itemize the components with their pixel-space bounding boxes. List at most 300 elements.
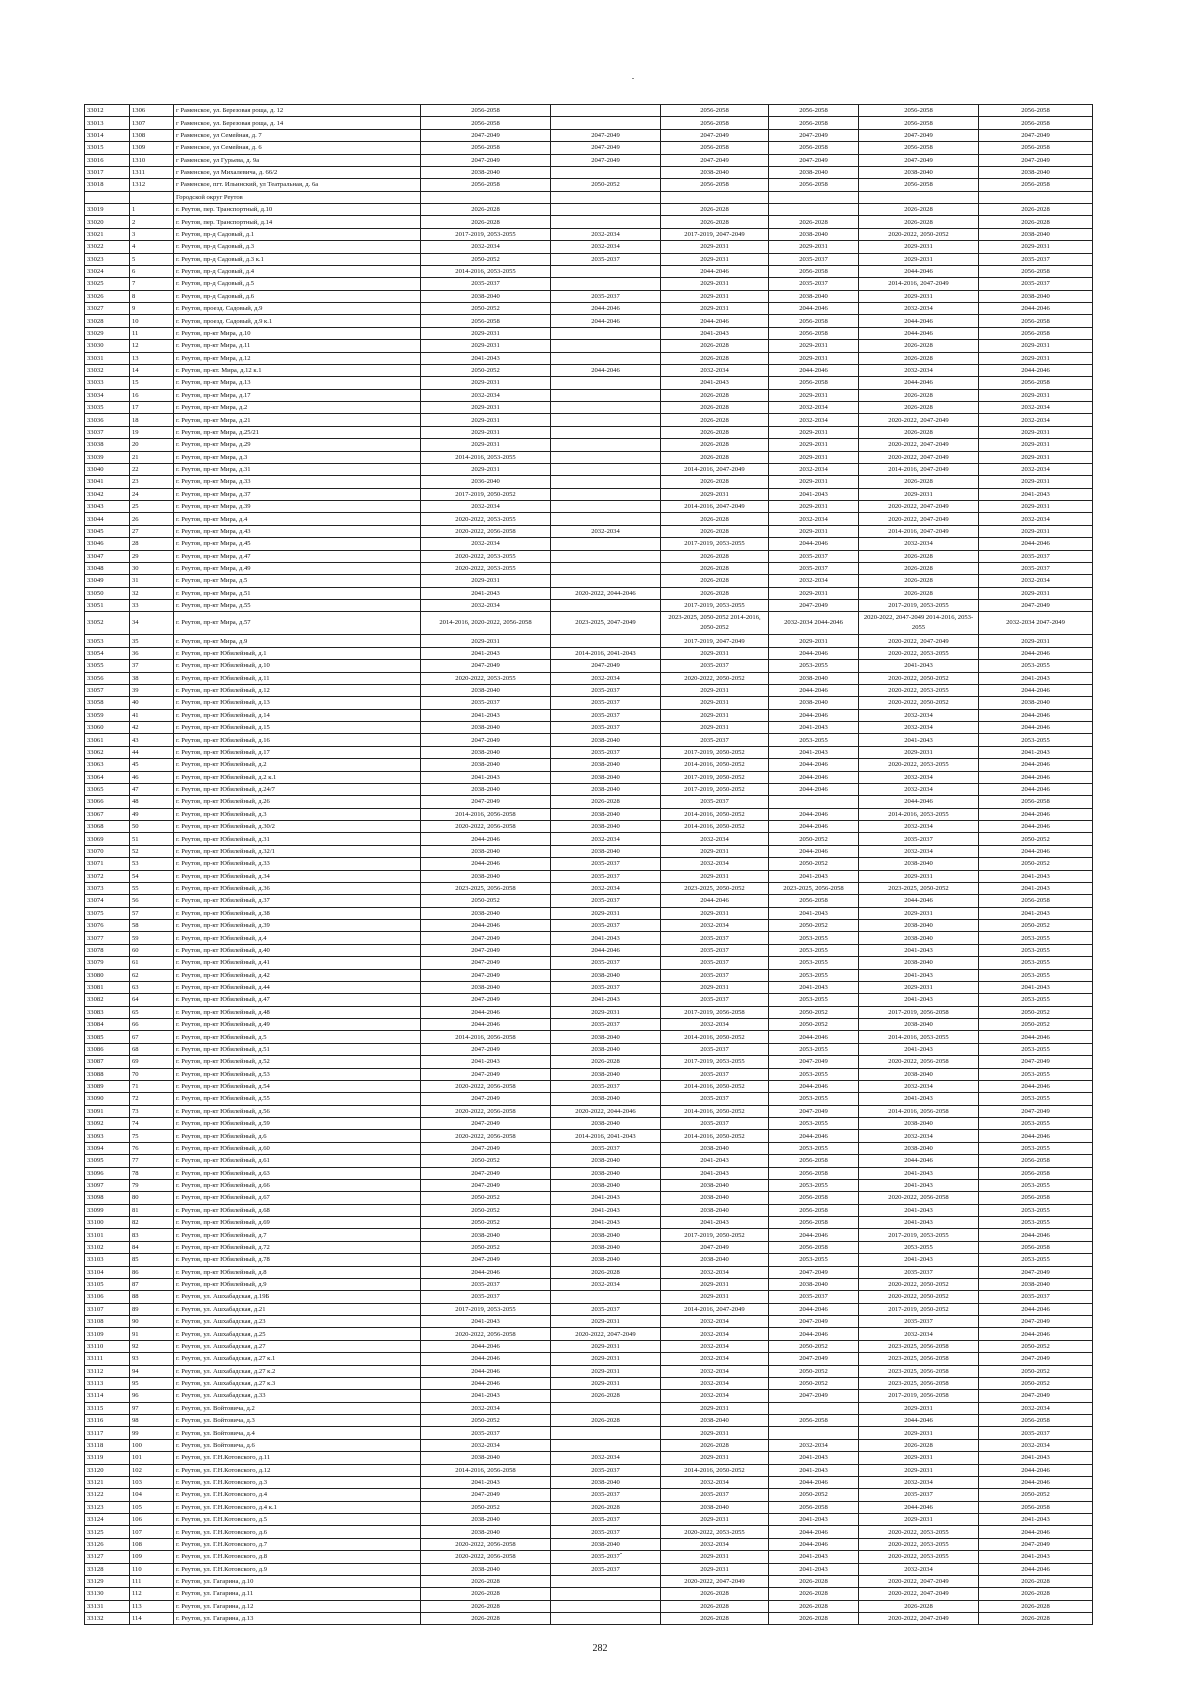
row-number-cell: 33124 <box>85 1514 130 1526</box>
period-5-cell: 2020-2022, 2050-2052 <box>859 1278 979 1290</box>
period-6-cell: 2044-2046 <box>979 647 1093 659</box>
period-1-cell: 2020-2022, 2053-2055 <box>421 550 551 562</box>
period-6-cell: 2041-2043 <box>979 1452 1093 1464</box>
table-row <box>85 1229 1093 1241</box>
period-3-cell: 2029-2031 <box>661 488 769 500</box>
row-number-cell: 33078 <box>85 944 130 956</box>
row-number-cell: 33122 <box>85 1489 130 1501</box>
row-number-cell: 33015 <box>85 142 130 154</box>
period-6-cell: 2047-2049 <box>979 1056 1093 1068</box>
period-5-cell: 2020-2022, 2047-2049 <box>859 1588 979 1600</box>
period-3-cell: 2047-2049 <box>661 154 769 166</box>
period-2-cell <box>551 1588 661 1600</box>
period-5-cell: 2023-2025, 2056-2058 <box>859 1353 979 1365</box>
row-number-cell: 33127 <box>85 1551 130 1563</box>
row-number-cell: 33105 <box>85 1278 130 1290</box>
table-row <box>85 204 1093 216</box>
table-row <box>85 734 1093 746</box>
table-row <box>85 1501 1093 1513</box>
period-3-cell: 2029-2031 <box>661 1452 769 1464</box>
period-5-cell: 2014-2016, 2053-2055 <box>859 1031 979 1043</box>
period-4-cell: 2038-2040 <box>769 697 859 709</box>
period-5-cell: 2047-2049 <box>859 154 979 166</box>
period-2-cell: 2035-2037 <box>551 870 661 882</box>
period-1-cell: 2038-2040 <box>421 166 551 178</box>
house-number-cell: 6 <box>130 265 174 277</box>
period-1-cell: 2020-2022, 2056-2058 <box>421 525 551 537</box>
table-row <box>85 1043 1093 1055</box>
address-cell: г. Реутов, пр-кт Юбилейный, д.44 <box>174 981 421 993</box>
period-1-cell: 2050-2052 <box>421 253 551 265</box>
period-6-cell: 2029-2031 <box>979 635 1093 647</box>
address-cell: г. Реутов, пр-кт Юбилейный, д.33 <box>174 858 421 870</box>
period-1-cell: 2017-2019, 2053-2055 <box>421 1303 551 1315</box>
table-row <box>85 1340 1093 1352</box>
period-5-cell: 2017-2019, 2053-2055 <box>859 1229 979 1241</box>
period-4-cell: 2053-2055 <box>769 969 859 981</box>
period-4-cell <box>769 1402 859 1414</box>
period-6-cell: 2056-2058 <box>979 105 1093 117</box>
period-3-cell: 2029-2031 <box>661 1427 769 1439</box>
period-5-cell: 2020-2022, 2053-2055 <box>859 1538 979 1550</box>
period-5-cell: 2029-2031 <box>859 870 979 882</box>
period-6-cell: 2035-2037 <box>979 550 1093 562</box>
scan-speck <box>620 1553 622 1554</box>
row-number-cell: 33129 <box>85 1575 130 1587</box>
address-cell: г. Реутов, пр-кт Мира, д.17 <box>174 389 421 401</box>
table-row <box>85 352 1093 364</box>
period-1-cell: 2035-2037 <box>421 1427 551 1439</box>
house-number-cell: 38 <box>130 672 174 684</box>
house-number-cell: 48 <box>130 796 174 808</box>
period-6-cell: 2056-2058 <box>979 142 1093 154</box>
period-3-cell: 2029-2031 <box>661 1278 769 1290</box>
house-number-cell: 66 <box>130 1019 174 1031</box>
table-row <box>85 1452 1093 1464</box>
period-3-cell: 2038-2040 <box>661 1179 769 1191</box>
period-4-cell: 2047-2049 <box>769 600 859 612</box>
period-2-cell: 2035-2037 <box>551 1563 661 1575</box>
period-5-cell: 2026-2028 <box>859 216 979 228</box>
period-2-cell: 2038-2040 <box>551 1476 661 1488</box>
period-2-cell: 2047-2049 <box>551 142 661 154</box>
period-2-cell: 2020-2022, 2044-2046 <box>551 587 661 599</box>
table-row <box>85 587 1093 599</box>
period-3-cell: 2032-2034 <box>661 1316 769 1328</box>
house-number-cell: 86 <box>130 1266 174 1278</box>
house-number-cell: 4 <box>130 241 174 253</box>
house-number-cell: 89 <box>130 1303 174 1315</box>
address-cell: г. Реутов, ул. Гагарина, д.13 <box>174 1613 421 1625</box>
period-5-cell: 2038-2040 <box>859 1142 979 1154</box>
period-1-cell: 2029-2031 <box>421 402 551 414</box>
period-1-cell: 2041-2043 <box>421 1056 551 1068</box>
house-number-cell: 104 <box>130 1489 174 1501</box>
period-5-cell: 2044-2046 <box>859 1501 979 1513</box>
house-number-cell: 67 <box>130 1031 174 1043</box>
period-1-cell: 2050-2052 <box>421 1204 551 1216</box>
house-number-cell: 7 <box>130 278 174 290</box>
period-6-cell: 2047-2049 <box>979 1353 1093 1365</box>
period-3-cell: 2014-2016, 2050-2052 <box>661 808 769 820</box>
period-3-cell: 2029-2031 <box>661 697 769 709</box>
period-3-cell: 2017-2019, 2047-2049 <box>661 635 769 647</box>
house-number-cell: 17 <box>130 402 174 414</box>
table-row <box>85 1204 1093 1216</box>
house-number-cell: 93 <box>130 1353 174 1365</box>
row-number-cell: 33057 <box>85 684 130 696</box>
row-number-cell: 33076 <box>85 920 130 932</box>
period-6-cell: 2041-2043 <box>979 672 1093 684</box>
house-number-cell: 88 <box>130 1291 174 1303</box>
period-3-cell: 2029-2031 <box>661 981 769 993</box>
period-3-cell: 2038-2040 <box>661 1192 769 1204</box>
address-cell: г. Реутов, ул. Ашхабадская, д.21 <box>174 1303 421 1315</box>
period-4-cell: 2035-2037 <box>769 278 859 290</box>
period-1-cell: 2044-2046 <box>421 1266 551 1278</box>
period-2-cell <box>551 463 661 475</box>
address-cell: г. Реутов, пр-кт Юбилейный, д.36 <box>174 882 421 894</box>
period-4-cell: 2032-2034 <box>769 575 859 587</box>
house-number-cell: 13 <box>130 352 174 364</box>
period-2-cell: 2023-2025, 2047-2049 <box>551 612 661 635</box>
period-3-cell: 2035-2037 <box>661 660 769 672</box>
period-4-cell: 2050-2052 <box>769 858 859 870</box>
period-4-cell: 2044-2046 <box>769 808 859 820</box>
period-6-cell: 2056-2058 <box>979 265 1093 277</box>
period-6-cell: 2053-2055 <box>979 1179 1093 1191</box>
table-row <box>85 796 1093 808</box>
address-cell: г. Реутов, пр-кт Юбилейный, д.69 <box>174 1217 421 1229</box>
period-3-cell: 2044-2046 <box>661 895 769 907</box>
period-5-cell: 2038-2040 <box>859 920 979 932</box>
period-4-cell <box>769 204 859 216</box>
period-6-cell: 2041-2043 <box>979 1514 1093 1526</box>
period-2-cell: 2026-2028 <box>551 1390 661 1402</box>
period-4-cell: 2044-2046 <box>769 1476 859 1488</box>
period-6-cell: 2047-2049 <box>979 600 1093 612</box>
address-cell: г. Реутов, пр-кт Юбилейный, д.38 <box>174 907 421 919</box>
period-1-cell: 2050-2052 <box>421 1415 551 1427</box>
period-4-cell: 2026-2028 <box>769 216 859 228</box>
row-number-cell: 33079 <box>85 957 130 969</box>
period-1-cell: 2014-2016, 2020-2022, 2056-2058 <box>421 612 551 635</box>
address-cell: г. Реутов, ул. Г.Н.Котовского, д.4 к.1 <box>174 1501 421 1513</box>
period-1-cell: 2038-2040 <box>421 1563 551 1575</box>
period-3-cell: 2017-2019, 2050-2052 <box>661 746 769 758</box>
address-cell: г. Реутов, пр-кт Юбилейный, д.14 <box>174 709 421 721</box>
row-number-cell: 33077 <box>85 932 130 944</box>
period-3-cell: 2017-2019, 2050-2052 <box>661 771 769 783</box>
period-1-cell: 2035-2037 <box>421 1291 551 1303</box>
period-5-cell: 2023-2025, 2050-2052 <box>859 882 979 894</box>
address-cell: г. Реутов, проезд. Садовый, д.9 к.1 <box>174 315 421 327</box>
house-number-cell: 112 <box>130 1588 174 1600</box>
period-2-cell <box>551 117 661 129</box>
table-row <box>85 1291 1093 1303</box>
period-2-cell: 2032-2034 <box>551 228 661 240</box>
period-3-cell: 2029-2031 <box>661 709 769 721</box>
row-number-cell: 33014 <box>85 129 130 141</box>
period-5-cell: 2035-2037 <box>859 1489 979 1501</box>
period-2-cell: 2029-2031 <box>551 1340 661 1352</box>
period-1-cell: 2020-2022, 2056-2058 <box>421 1105 551 1117</box>
period-2-cell: 2035-2037 <box>551 290 661 302</box>
period-6-cell: 2056-2058 <box>979 377 1093 389</box>
period-4-cell: 2056-2058 <box>769 179 859 191</box>
period-3-cell: 2044-2046 <box>661 315 769 327</box>
period-2-cell: 2029-2031 <box>551 1316 661 1328</box>
period-6-cell: 2044-2046 <box>979 1464 1093 1476</box>
row-number-cell: 33034 <box>85 389 130 401</box>
period-2-cell: 2035-2037 <box>551 920 661 932</box>
period-4-cell: 2053-2055 <box>769 1142 859 1154</box>
period-1-cell: 2047-2049 <box>421 1142 551 1154</box>
period-6-cell: 2050-2052 <box>979 1365 1093 1377</box>
address-cell: г. Реутов, пр-кт Юбилейный, д.9 <box>174 1278 421 1290</box>
address-cell: г. Реутов, пр-кт Юбилейный, д.54 <box>174 1080 421 1092</box>
house-number-cell: 59 <box>130 932 174 944</box>
period-5-cell: 2032-2034 <box>859 1563 979 1575</box>
period-5-cell: 2038-2040 <box>859 858 979 870</box>
address-cell: г. Реутов, ул. Г.Н.Котовского, д.12 <box>174 1464 421 1476</box>
house-number-cell: 31 <box>130 575 174 587</box>
period-1-cell: 2032-2034 <box>421 241 551 253</box>
table-row <box>85 154 1093 166</box>
table-row <box>85 1130 1093 1142</box>
period-5-cell: 2032-2034 <box>859 364 979 376</box>
period-6-cell: 2053-2055 <box>979 1043 1093 1055</box>
period-5-cell: 2041-2043 <box>859 734 979 746</box>
period-5-cell: 2038-2040 <box>859 166 979 178</box>
period-6-cell: 2056-2058 <box>979 1415 1093 1427</box>
period-4-cell: 2032-2034 <box>769 414 859 426</box>
row-number-cell: 33063 <box>85 759 130 771</box>
house-number-cell: 106 <box>130 1514 174 1526</box>
house-number-cell: 53 <box>130 858 174 870</box>
row-number-cell: 33088 <box>85 1068 130 1080</box>
period-5-cell: 2044-2046 <box>859 895 979 907</box>
period-6-cell: 2032-2034 <box>979 513 1093 525</box>
house-number-cell: 64 <box>130 994 174 1006</box>
table-row <box>85 1328 1093 1340</box>
table-row <box>85 538 1093 550</box>
table-row <box>85 142 1093 154</box>
row-number-cell: 33072 <box>85 870 130 882</box>
period-4-cell: 2056-2058 <box>769 142 859 154</box>
period-6-cell: 2041-2043 <box>979 870 1093 882</box>
period-2-cell: 2032-2034 <box>551 672 661 684</box>
period-1-cell: 2029-2031 <box>421 327 551 339</box>
house-number-cell: 16 <box>130 389 174 401</box>
row-number-cell: 33060 <box>85 722 130 734</box>
address-cell: г. Реутов, пр-кт Юбилейный, д.1 <box>174 647 421 659</box>
period-2-cell: 2029-2031 <box>551 907 661 919</box>
address-cell: г. Реутов, ул. Ашхабадская, д.25 <box>174 1328 421 1340</box>
period-3-cell: 2026-2028 <box>661 204 769 216</box>
period-3-cell: 2026-2028 <box>661 352 769 364</box>
address-cell: г. Реутов, пр-кт Юбилейный, д.53 <box>174 1068 421 1080</box>
address-cell: г. Реутов, ул. Ашхабадская, д.27 к.1 <box>174 1353 421 1365</box>
table-body <box>85 105 1093 1625</box>
period-2-cell: 2035-2037 <box>551 1464 661 1476</box>
row-number-cell: 33099 <box>85 1204 130 1216</box>
row-number-cell: 33046 <box>85 538 130 550</box>
house-number-cell: 57 <box>130 907 174 919</box>
address-cell: г. Реутов, ул. Войтовича, д.2 <box>174 1402 421 1414</box>
row-number-cell: 33069 <box>85 833 130 845</box>
address-cell: г. Реутов, пр-кт Юбилейный, д.24/7 <box>174 783 421 795</box>
period-4-cell: 2050-2052 <box>769 1006 859 1018</box>
house-number-cell: 63 <box>130 981 174 993</box>
period-6-cell: 2044-2046 <box>979 808 1093 820</box>
row-number-cell: 33039 <box>85 451 130 463</box>
period-6-cell: 2035-2037 <box>979 562 1093 574</box>
period-2-cell: 2044-2046 <box>551 315 661 327</box>
page-number: 282 <box>592 1643 608 1654</box>
period-1-cell: 2032-2034 <box>421 1402 551 1414</box>
period-2-cell <box>551 488 661 500</box>
address-cell: г. Реутов, пр-кт Юбилейный, д.31 <box>174 833 421 845</box>
table-row <box>85 228 1093 240</box>
period-5-cell: 2041-2043 <box>859 1204 979 1216</box>
house-number-cell: 69 <box>130 1056 174 1068</box>
period-4-cell: 2044-2046 <box>769 1328 859 1340</box>
period-3-cell: 2032-2034 <box>661 833 769 845</box>
address-cell: г. Реутов, пр-кт Юбилейный, д.17 <box>174 746 421 758</box>
house-number-cell: 41 <box>130 709 174 721</box>
row-number-cell: 33118 <box>85 1439 130 1451</box>
period-6-cell: 2044-2046 <box>979 771 1093 783</box>
house-number-cell: 91 <box>130 1328 174 1340</box>
period-3-cell: 2038-2040 <box>661 1254 769 1266</box>
period-4-cell: 2026-2028 <box>769 1600 859 1612</box>
period-2-cell: 2044-2046 <box>551 364 661 376</box>
period-6-cell: 2029-2031 <box>979 340 1093 352</box>
row-number-cell: 33115 <box>85 1402 130 1414</box>
period-1-cell: 2056-2058 <box>421 117 551 129</box>
period-3-cell: 2032-2034 <box>661 858 769 870</box>
period-4-cell: 2056-2058 <box>769 117 859 129</box>
period-2-cell: 2035-2037 <box>551 709 661 721</box>
address-cell: г. Реутов, ул. Гагарина, д.12 <box>174 1600 421 1612</box>
house-number-cell: 65 <box>130 1006 174 1018</box>
period-5-cell: 2026-2028 <box>859 476 979 488</box>
period-4-cell: 2026-2028 <box>769 1575 859 1587</box>
period-6-cell: 2044-2046 <box>979 1229 1093 1241</box>
house-number-cell: 94 <box>130 1365 174 1377</box>
period-6-cell: 2053-2055 <box>979 1068 1093 1080</box>
house-number-cell: 107 <box>130 1526 174 1538</box>
period-5-cell: 2020-2022, 2056-2058 <box>859 1192 979 1204</box>
period-1-cell: 2050-2052 <box>421 364 551 376</box>
house-number-cell: 46 <box>130 771 174 783</box>
period-1-cell: 2038-2040 <box>421 1514 551 1526</box>
period-3-cell: 2020-2022, 2047-2049 <box>661 1575 769 1587</box>
period-2-cell <box>551 352 661 364</box>
period-3-cell: 2035-2037 <box>661 969 769 981</box>
period-6-cell: 2029-2031 <box>979 352 1093 364</box>
period-5-cell: 2029-2031 <box>859 1452 979 1464</box>
period-4-cell: 2041-2043 <box>769 1551 859 1563</box>
period-4-cell: 2032-2034 2044-2046 <box>769 612 859 635</box>
period-5-cell: 2029-2031 <box>859 253 979 265</box>
period-6-cell: 2053-2055 <box>979 1204 1093 1216</box>
period-6-cell: 2053-2055 <box>979 957 1093 969</box>
period-3-cell: 2032-2034 <box>661 1377 769 1389</box>
period-4-cell: 2047-2049 <box>769 1316 859 1328</box>
address-cell: г. Реутов, пр-кт Юбилейный, д.48 <box>174 1006 421 1018</box>
period-3-cell: 2023-2025, 2050-2052 2014-2016, 2050-2052 <box>661 612 769 635</box>
address-cell: г. Реутов, пр-кт Юбилейный, д.56 <box>174 1105 421 1117</box>
address-cell: г. Реутов, ул. Ашхабадская, д.27 к.3 <box>174 1377 421 1389</box>
period-2-cell <box>551 216 661 228</box>
period-1-cell: 2029-2031 <box>421 575 551 587</box>
house-number-cell: 1309 <box>130 142 174 154</box>
table-row <box>85 1476 1093 1488</box>
period-4-cell: 2026-2028 <box>769 1613 859 1625</box>
period-3-cell <box>661 191 769 203</box>
address-cell: г. Реутов, проезд. Садовый, д.9 <box>174 303 421 315</box>
address-cell: г. Реутов, пр-кт Юбилейный, д.60 <box>174 1142 421 1154</box>
period-3-cell: 2032-2034 <box>661 1476 769 1488</box>
house-number-cell: 77 <box>130 1155 174 1167</box>
period-4-cell: 2044-2046 <box>769 647 859 659</box>
period-1-cell: 2038-2040 <box>421 759 551 771</box>
period-3-cell: 2038-2040 <box>661 1501 769 1513</box>
period-1-cell: 2050-2052 <box>421 1192 551 1204</box>
period-3-cell: 2032-2034 <box>661 1266 769 1278</box>
period-2-cell <box>551 1600 661 1612</box>
period-4-cell: 2056-2058 <box>769 1192 859 1204</box>
row-number-cell: 33094 <box>85 1142 130 1154</box>
row-number-cell: 33132 <box>85 1613 130 1625</box>
period-3-cell: 2032-2034 <box>661 920 769 932</box>
period-5-cell: 2032-2034 <box>859 821 979 833</box>
period-5-cell: 2044-2046 <box>859 1415 979 1427</box>
address-cell: г. Реутов, пр-кт Юбилейный, д.49 <box>174 1019 421 1031</box>
table-row <box>85 1353 1093 1365</box>
period-5-cell: 2041-2043 <box>859 1179 979 1191</box>
period-6-cell: 2029-2031 <box>979 389 1093 401</box>
period-2-cell: 2026-2028 <box>551 1415 661 1427</box>
period-2-cell: 2038-2040 <box>551 1043 661 1055</box>
table-row <box>85 981 1093 993</box>
period-2-cell: 2041-2043 <box>551 932 661 944</box>
house-number-cell: 58 <box>130 920 174 932</box>
period-2-cell: 2035-2037 <box>551 1489 661 1501</box>
table-row <box>85 722 1093 734</box>
period-5-cell: 2020-2022, 2047-2049 <box>859 439 979 451</box>
table-row <box>85 1068 1093 1080</box>
row-number-cell: 33080 <box>85 969 130 981</box>
period-5-cell: 2017-2019, 2056-2058 <box>859 1390 979 1402</box>
period-1-cell: 2047-2049 <box>421 969 551 981</box>
address-cell: г. Реутов, ул. Г.Н.Котовского, д.9 <box>174 1563 421 1575</box>
period-3-cell: 2014-2016, 2050-2052 <box>661 1464 769 1476</box>
address-cell: г. Реутов, пр-кт Мира, д.33 <box>174 476 421 488</box>
address-cell: г. Реутов, ул. Г.Н.Котовского, д.6 <box>174 1526 421 1538</box>
row-number-cell: 33047 <box>85 550 130 562</box>
row-number-cell: 33026 <box>85 290 130 302</box>
table-row <box>85 1105 1093 1117</box>
period-4-cell: 2023-2025, 2056-2058 <box>769 882 859 894</box>
period-1-cell: 2044-2046 <box>421 1340 551 1352</box>
period-6-cell: 2035-2037 <box>979 1291 1093 1303</box>
period-3-cell: 2017-2019, 2050-2052 <box>661 1229 769 1241</box>
row-number-cell: 33030 <box>85 340 130 352</box>
period-3-cell: 2026-2028 <box>661 1439 769 1451</box>
